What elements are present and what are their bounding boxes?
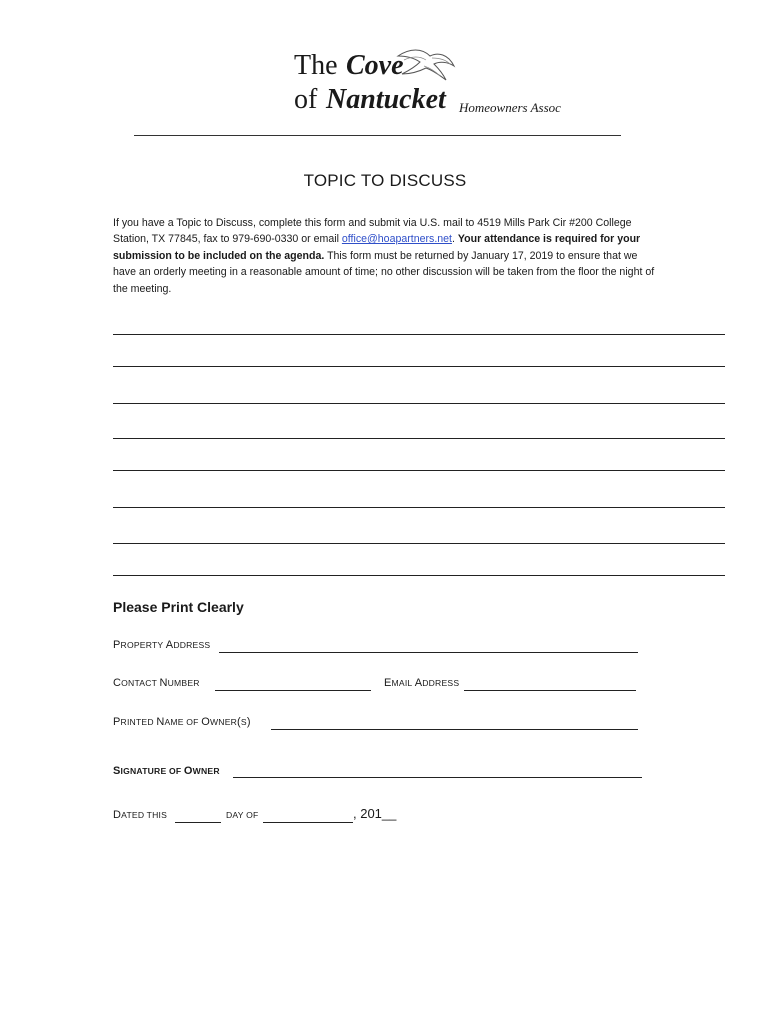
logo-tagline: Homeowners Assoc — [459, 100, 561, 115]
dated-day-field[interactable] — [175, 822, 221, 823]
seagull-icon — [396, 44, 458, 84]
printed-name-field[interactable] — [271, 729, 638, 730]
topic-line-8[interactable] — [113, 575, 725, 576]
email-link[interactable]: office@hoapartners.net — [341, 233, 452, 246]
dated-month-field[interactable] — [263, 822, 353, 823]
logo-nantucket: Nantucket — [326, 84, 446, 115]
property-address-label: PROPERTY ADDRESS — [113, 639, 211, 651]
email-address-label: EMAIL ADDRESS — [384, 677, 460, 689]
topic-line-7[interactable] — [113, 543, 725, 544]
logo-cove: Cove — [346, 50, 404, 81]
intro-text-2: This form must be returned by January 17, 2019 to ensure that we have an orderly meeting in a reasonable amount of time; no other discussion will be taken from the floor the night of the meeting. — [113, 249, 655, 295]
signature-field[interactable] — [233, 777, 642, 778]
logo-the: The — [294, 50, 338, 81]
topic-line-1[interactable] — [113, 334, 725, 335]
topic-line-4[interactable] — [113, 438, 725, 439]
intro-bold-text: Your attendance is required for your submission to be included on the agenda. — [113, 233, 641, 262]
topic-line-5[interactable] — [113, 470, 725, 471]
header-divider — [134, 135, 621, 136]
dated-label: DATED THIS — [113, 809, 168, 821]
logo-of: of — [294, 84, 318, 115]
email-address-field[interactable] — [464, 690, 636, 691]
topic-line-3[interactable] — [113, 403, 725, 404]
intro-paragraph — [113, 215, 658, 297]
contact-number-field[interactable] — [215, 690, 371, 691]
signature-label: SIGNATURE OF OWNER — [113, 765, 220, 777]
topic-line-2[interactable] — [113, 366, 725, 367]
print-clearly-heading: Please Print Clearly — [113, 599, 244, 615]
form-title: TOPIC TO DISCUSS — [303, 171, 467, 190]
contact-number-label: CONTACT NUMBER — [113, 677, 200, 689]
day-of-label: DAY OF — [226, 810, 259, 820]
property-address-field[interactable] — [219, 652, 638, 653]
intro-period: . — [452, 233, 458, 246]
printed-name-label: PRINTED NAME OF OWNER(S) — [113, 716, 251, 728]
topic-line-6[interactable] — [113, 507, 725, 508]
dated-year: , 201__ — [353, 806, 397, 821]
intro-text-1: If you have a Topic to Discuss, complete this form and submit via U.S. mail to 4519 Mills Park Cir #200 College Station, TX 77845, fax to 979-690-0330 or email — [113, 217, 632, 246]
